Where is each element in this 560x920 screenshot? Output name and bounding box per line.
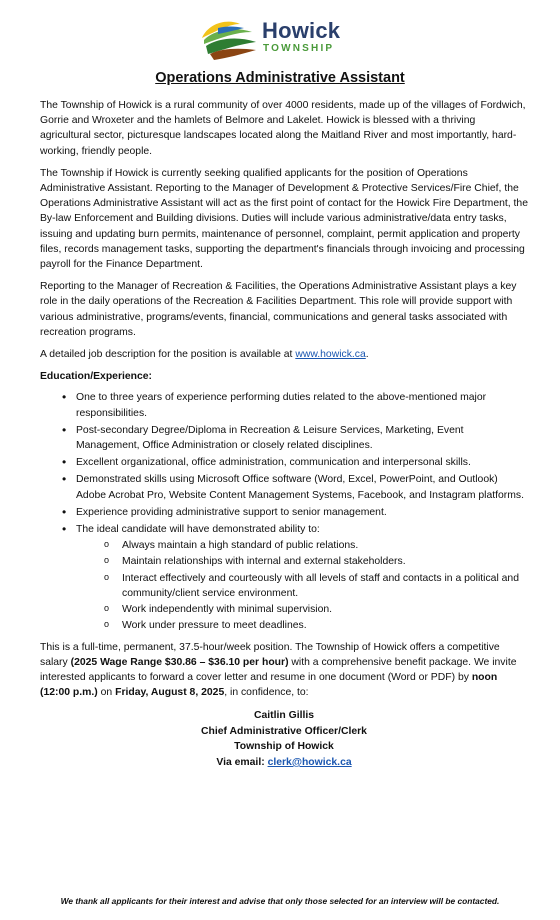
job-description-text: A detailed job description for the position is available at <box>40 349 296 361</box>
howick-logo-icon <box>200 16 258 62</box>
requirements-list <box>40 390 528 633</box>
closing-text: with a comprehensive benefit package. We invite interested applicants to forward a cover letter and resume in one document (Word or PDF) by <box>40 656 517 683</box>
salary-range: (2025 Wage Range $30.86 – $36.10 per hour) <box>70 656 289 668</box>
email-label: Via email: <box>216 756 268 768</box>
deadline-time: noon (12:00 p.m.) <box>40 671 498 699</box>
list-item-text: The ideal candidate will have demonstrated ability to: <box>76 524 320 536</box>
list-item: • Post-secondary Degree/Diploma in Recreation & Leisure Services, Marketing, Event Management, Office Administration or closely related disciplines. <box>62 423 528 453</box>
list-item: • Excellent organizational, office administration, communication and interpersonal skills. <box>62 455 528 470</box>
website-link[interactable]: www.howick.ca <box>295 349 366 361</box>
role-paragraph-fire: The Township if Howick is currently seeking qualified applicants for the position of Operations Administrative Assistant. Reporting to the Manager of Development & Protective Services/Fire Chief, the Operations Administrative Assistant will act as the first point of contact for the Howick Fire Department, the By-law Enforcement and Building divisions. Duties will include various administrative/data entry tasks, issuing and updating burn permits, maintenance of personnel, complaint, permit application and property files, records management tasks, supporting the department's financials through invoicing and processing payroll for the Finance Department. <box>40 167 528 271</box>
job-description-end: . <box>365 349 369 361</box>
list-item-ideal-candidate <box>62 522 528 633</box>
list-item: • Experience providing administrative support to senior management. <box>62 505 528 520</box>
sub-list-item: o Always maintain a high standard of public relations. <box>104 538 528 553</box>
deadline-date: Friday, August 8, 2025 <box>115 687 225 699</box>
sub-list-item: o Maintain relationships with internal and external stakeholders. <box>104 554 528 569</box>
contact-org: Township of Howick <box>234 741 334 753</box>
job-description-paragraph <box>40 347 528 362</box>
township-logo <box>200 16 360 62</box>
closing-text: on <box>97 687 116 699</box>
role-paragraph-recreation: Reporting to the Manager of Recreation & Facilities, the Operations Administrative Assistant plays a key role in the daily operations of the Recreation & Facilities Department. This role will provide support with various administrative, programs/events, financial, communications and general tasks associated with recreation programs. <box>40 281 517 338</box>
list-item: • One to three years of experience performing duties related to the above-mentioned major responsibilities. <box>62 390 528 420</box>
closing-paragraph <box>40 640 528 701</box>
email-link[interactable]: clerk@howick.ca <box>267 756 352 768</box>
footer-note: We thank all applicants for their interest and advise that only those selected for an interview will be contacted. <box>60 896 500 906</box>
closing-text: , in confidence, to: <box>224 687 309 699</box>
list-item: • Demonstrated skills using Microsoft Office software (Word, Excel, PowerPoint, and Outlook) Adobe Acrobat Pro, Website Content Management Systems, Facebook, and Instagram platforms. <box>62 472 528 502</box>
sub-list-item: o Work independently with minimal supervision. <box>104 602 528 617</box>
logo-name: Howick <box>262 18 341 43</box>
sub-list-item: o Interact effectively and courteously with all levels of staff and contacts in a political and community/client service environment. <box>104 571 528 601</box>
sub-list-item: o Work under pressure to meet deadlines. <box>104 618 528 633</box>
posting-body <box>40 98 528 770</box>
logo-subtitle: TOWNSHIP <box>263 43 335 54</box>
page-title: Operations Administrative Assistant <box>155 70 405 86</box>
ability-sublist <box>76 538 528 633</box>
contact-email-line <box>40 755 528 771</box>
contact-name: Caitlin Gillis <box>253 710 315 722</box>
contact-role: Chief Administrative Officer/Clerk <box>201 725 367 737</box>
closing-text: This is a full-time, permanent, 37.5-hour/week position. The Township of Howick offers a competitive salary <box>40 641 500 668</box>
contact-block <box>40 708 528 770</box>
intro-paragraph: The Township of Howick is a rural community of over 4000 residents, made up of the villages of Fordwich, Gorrie and Wroxeter and the hamlets of Belmore and Lakelet. Howick is blessed with a thriving agricultural sector, picturesque landscapes located along the Maitland River and most importantly, hard-working, friendly people. <box>40 100 526 157</box>
education-heading: Education/Experience: <box>40 371 153 383</box>
